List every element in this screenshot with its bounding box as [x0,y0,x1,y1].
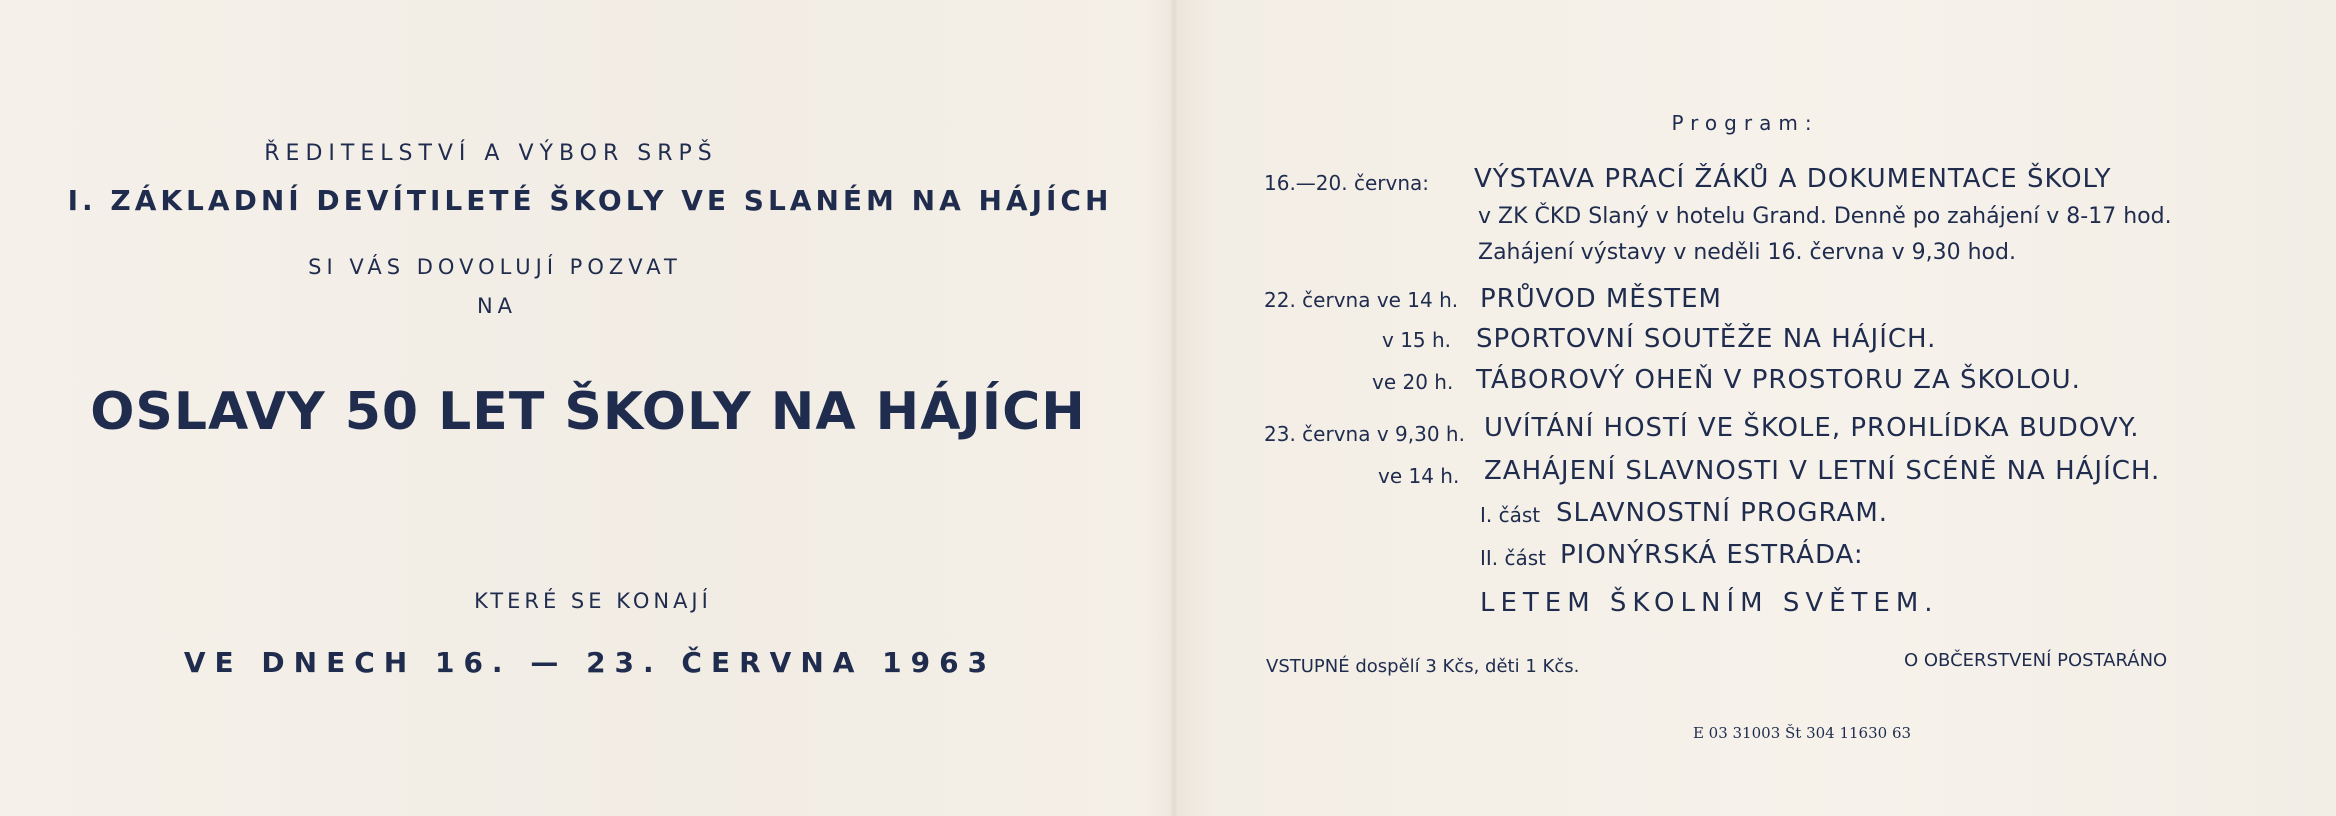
program-heading: Program: [1671,111,1819,135]
day2-event-3: TÁBOROVÝ OHEŇ V PROSTORU ZA ŠKOLOU. [1476,365,2081,395]
day3-date: 23. června v 9,30 h. [1264,422,1465,446]
event-dates: VE DNECH 16. — 23. ČERVNA 1963 [183,646,997,679]
print-code: E 03 31003 Št 304 11630 63 [1692,724,1912,742]
organizer-line: ŘEDITELSTVÍ A VÝBOR SRPŠ [264,141,718,166]
day2-time-3: ve 20 h. [1372,370,1454,394]
school-name: I. ZÁKLADNÍ DEVÍTILETÉ ŠKOLY VE SLANÉM NA HÁJÍCH [67,184,1113,217]
part2-event: PIONÝRSKÁ ESTRÁDA: [1560,540,1864,570]
day1-event: VÝSTAVA PRACÍ ŽÁKŮ A DOKUMENTACE ŠKOLY [1474,164,2112,194]
day1-detail-2: Zahájení výstavy v neděli 16. června v 9,30 hod. [1478,240,2016,265]
part2-label: II. část [1480,546,1547,570]
day2-time-2: v 15 h. [1382,328,1452,352]
held-line: KTERÉ SE KONAJÍ [474,589,712,613]
day3-event: UVÍTÁNÍ HOSTÍ VE ŠKOLE, PROHLÍDKA BUDOVY. [1484,413,2140,443]
day3-event-2: ZAHÁJENÍ SLAVNOSTI V LETNÍ SCÉNĚ NA HÁJÍCH. [1484,456,2161,486]
entry-fee: VSTUPNÉ dospělí 3 Kčs, děti 1 Kčs. [1266,656,1580,677]
part1-event: SLAVNOSTNÍ PROGRAM. [1556,498,1889,528]
part1-label: I. část [1480,503,1541,527]
invite-line: SI VÁS DOVOLUJÍ POZVAT [308,255,682,279]
na-line: NA [476,294,518,318]
day2-event-2: SPORTOVNÍ SOUTĚŽE NA HÁJÍCH. [1476,324,1937,354]
day2-date: 22. června ve 14 h. [1264,288,1459,312]
day1-detail-1: v ZK ČKD Slaný v hotelu Grand. Denně po zahájení v 8-17 hod. [1478,204,2172,229]
day2-event: PRŮVOD MĚSTEM [1480,284,1722,314]
refreshments-note: O OBČERSTVENÍ POSTARÁNO [1904,650,2168,671]
program-motto: LETEM ŠKOLNÍM SVĚTEM. [1480,588,1939,618]
fold-line [1170,0,1178,816]
day1-date: 16.—20. června: [1264,171,1429,195]
day3-time-2: ve 14 h. [1378,464,1460,488]
event-title: OSLAVY 50 LET ŠKOLY NA HÁJÍCH [90,382,1086,442]
